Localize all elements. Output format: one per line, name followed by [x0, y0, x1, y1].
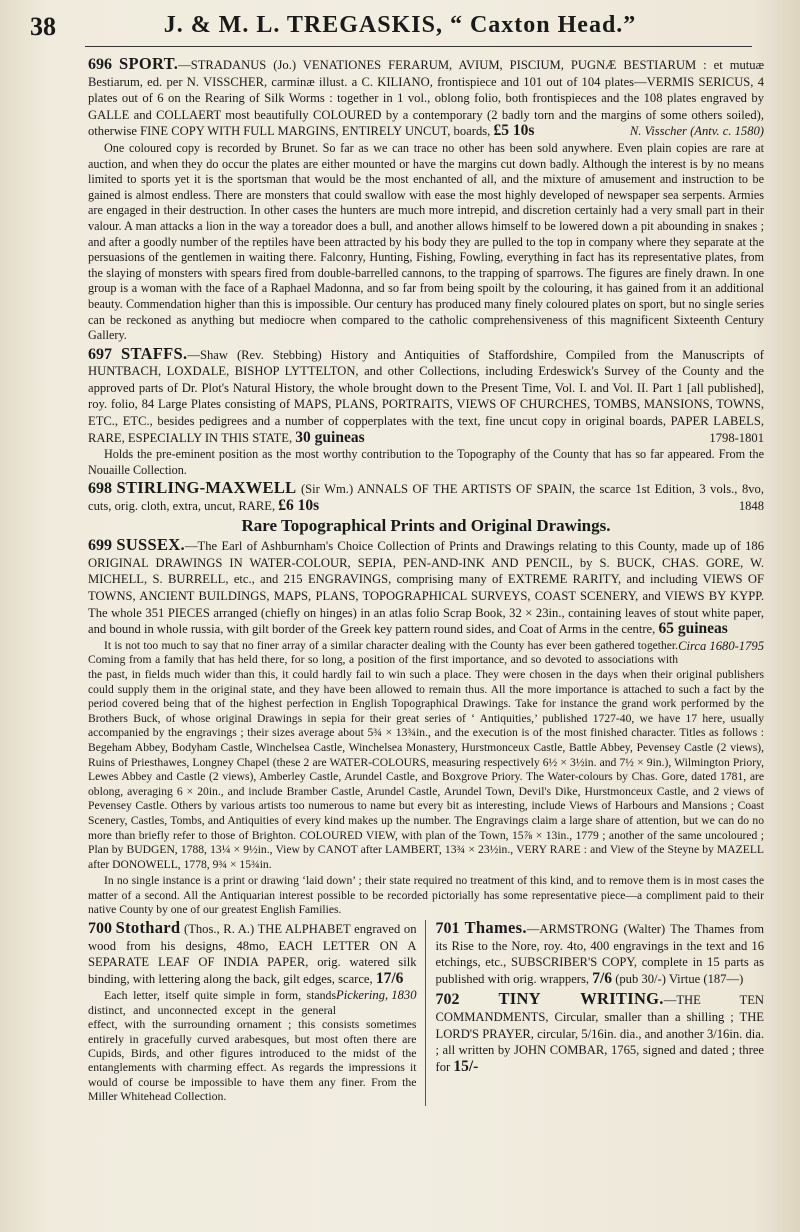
- entry-imprint: Pickering, 1830: [336, 988, 417, 1003]
- entry-date: 1848: [738, 499, 764, 514]
- right-column: [425, 920, 765, 1106]
- entry-title: Stothard: [115, 918, 181, 938]
- entry-price: 7/6: [592, 969, 613, 987]
- entry-body: —The Earl of Ashburnham's Choice Collection of Prints and Drawings relating to this County, made up of 186 ORIGINAL DRAWINGS IN WATER-COLOUR, SEPIA, PEN-AND-INK AND PENCIL, by S. BUCK, CHAS. GORE, W. MICHELL, S. BURRELL, etc., and 215 ENGRAVINGS, comprising many of EXTREME RARITY, and including VIEWS OF TOWNS, ANCIENT BUILDINGS, MAPS, PLANS, TOPOGRAPHICAL SURVEYS, COAST SCENERY, and VIEWS BY KYPP. The whole 351 PIECES arranged (chiefly on hinges) in an atlas folio Scrap Book, 32 × 23in., containing leaves of stout white paper, and bound in whole russia, with gilt border of the Greek key pattern round sides, and Coat of Arms in the centre,: [88, 539, 764, 637]
- catalogue-entry-699: [88, 535, 764, 653]
- catalogue-entry-702: [436, 991, 765, 1075]
- page-header: [30, 10, 770, 44]
- left-column: [88, 920, 425, 1106]
- entry-number: 702: [435, 991, 460, 1009]
- entry-note: Holds the pre-eminent position as the most worthy contribution to the Topography of the County that has so far appeared. From the Nouaille Collection.: [88, 447, 764, 477]
- entry-note: One coloured copy is recorded by Brunet. So far as we can trace no other has been sold anywhere. Even plain copies are rare at auction, and when they do occur the plates are either mounted or have the margins cut down badly. Although the interest is by no means limited to sports yet it is the sportsman that would be the most enchanted of all, and the mixture of amusement and instruction to be gained is almost endless. There are monsters that could swallow with ease the most highly developed of newspaper sea serpents. Armies are engaged in their destruction. In other cases the hunters are much more intrepid, and discretion certainly had a very small part in their valour. A man attacks a lion in the way a toreador does a bull, and another allows himself to be lowered down a pit abounding in snakes ; and after a goodly number of the reptiles have been attracted by his body they are pulled to the top in company where they separate at the persuasions of the gentlemen in waiting there. Falconry, Hunting, Fishing, Fowling, everything in fact has its representative plates, from the slaying of monsters with spears fired from double-barrelled cannons, to the trapping of sparrows. The figures are finely drawn. In one group is a woman with the face of a Raphael Madonna, and so far from being spoilt by the colouring, it has gained from it an additional beauty. Commendation higher than this is impossible. Our century has produced many finely coloured plates on sport, but no single series can be reckoned as anything but mediocre when compared to the catholic comprehensiveness of this magnificent Sixteenth Century Gallery.: [88, 140, 764, 343]
- running-title: J. & M. L. TREGASKIS, “ Caxton Head.”: [163, 12, 637, 38]
- entry-body: —STRADANUS (Jo.) VENATIONES FERARUM, AVIUM, PISCIUM, PUGNÆ BESTIARUM : et mutuæ Bestiarum, ed. per N. VISSCHER, carminæ illust. a C. KILIANO, frontispiece and 101 out of 104 plates—VERMIS SERICUS, 4 plates out of 6 on the Rearing of Silk Worms : together in 1 vol., oblong folio, both frontispieces and the 108 plates engraved by GALLE and COLLAERT most beautifully COLOURED by a contemporary (2 badly torn and the margins of some others soiled), otherwise FINE COPY WITH FULL MARGINS, ENTIRELY UNCUT, boards,: [88, 58, 764, 139]
- entry-body: —ARMSTRONG (Walter) The Thames from its Rise to the Nore, roy. 4to, 400 engravings in the text and 16 etchings, etc., SUBSCRIBER'S COPY, complete in 15 parts as published with orig. wrappers,: [435, 922, 764, 986]
- catalogue-text: [88, 56, 764, 1106]
- catalogue-entry-698: [88, 480, 764, 514]
- entry-price: £6 10s: [278, 497, 320, 515]
- section-heading: Rare Topographical Prints and Original Drawings.: [241, 515, 611, 535]
- header-rule: [85, 46, 752, 47]
- entry-number: 698: [88, 480, 112, 498]
- entry-number: 701: [435, 920, 460, 938]
- entry-date: Circa 1680-1795: [678, 638, 764, 653]
- entry-title: STIRLING-MAXWELL: [116, 478, 297, 498]
- page-number: 38: [30, 12, 56, 41]
- catalogue-entry-700: [88, 918, 417, 1003]
- entry-price: 30 guineas: [295, 428, 365, 446]
- entry-number: 699: [88, 537, 112, 555]
- entry-note: It is not too much to say that no finer array of a similar character dealing with the County has ever been gathered together. Coming from a family that has held there, for so long, a position of the first importance, and so devoted to associations with the past, in fields much wider than this, it could hardly fail to win such a place. They were chosen in the days when their original publishers could supply them in the original state, and they have been allowed to remain thus. All the more importance is attached to such a fact by the period covered being that of the highest perfection in English Topographical Drawings. Take for instance the grand work performed by the Brothers Buck, of whose original Drawings in sepia for their great series of ‘ Antiquities,’ published 1727-40, we have 17 here, usually accompanied by the engravings ; their sizes average about 5¾ × 13¾in., and the execution is of the most finished character. Titles as follows : Begeham Abbey, Bodyham Castle, Winchelsea Castle, Winchelsea Monastery, Hurstmonceux Castle, Battle Abbey, Pevensey Castle (2 views), Ruins of Priesthawes, Longney Chapel (these 2 are WATER-COLOURS, measuring respectively 6½ × 3½in. and 7½ × 9in.), Wilmington Priory, Lewes Abbey and Castle (2 views), Amberley Castle, Arundel Castle, and Boxgrove Priory. The Water-colours by Chas. Gore, dated 1781, are oblong, averaging 6 × 20in., and include Bramber Castle, Arundel Castle, Arundel Town, Devil's Dike, Hurstmonceux Castle, and 2 views of Pevensey Castle. Others by various artists too numerous to name but every bit as interesting, include Views of Harbours and Mansions ; Coast Scenery, Castles, Tombs, and Antiquities of every kind makes up the number. The Engravings claim a large share of attention, but we can do no more than briefly refer to those of Brighton. COLOURED VIEW, with plan of the Town, 15⅞ × 13in., 1779 ; another of the same uncoloured ; Plan by BUDGEN, 1788, 13¼ × 9½in., View by CANOT after LAMBERT, 13¾ × 23½in., VERY RARE : and View of the Steyne by MAZELL after DONOWELL, 1778, 9¾ × 15¾in.: [88, 638, 764, 871]
- entry-number: 696: [88, 56, 112, 73]
- entry-number: 700: [88, 920, 112, 938]
- entry-title: TINY WRITING.: [498, 989, 664, 1009]
- catalogue-entry-696: [88, 56, 764, 140]
- entry-body: —Shaw (Rev. Stebbing) History and Antiquities of Staffordshire, Compiled from the Manuscripts of HUNTBACH, LOXDALE, BISHOP LYTTELTON, and other Collections, including Erdeswick's Survey of the County and the approved parts of Dr. Plot's Natural History, the whole brought down to the Present Time, Vol. I. and Vol. II. Part 1 [all published], roy. folio, 84 Large Plates consisting of MAPS, PLANS, PORTRAITS, VIEWS OF CHURCHES, TOMBS, MANSIONS, TOWNS, ETC., ETC., besides pedigrees and a number of copperplates with the text, fine uncut copy in original boards, PAPER LABELS, RARE, ESPECIALLY IN THIS STATE,: [88, 347, 764, 445]
- entry-body: (Thos., R. A.) THE ALPHABET engraved on wood from his designs, 48mo, EACH LETTER ON A SEPARATE LEAF OF INDIA PAPER, orig. watered silk binding, with lettering along the back, gilt edges, scarce,: [88, 922, 417, 986]
- catalogue-entry-701: [436, 920, 765, 987]
- catalogue-entry-697: [88, 343, 764, 447]
- entry-date: 1798-1801: [709, 430, 764, 445]
- entry-price: £5 10s: [493, 122, 535, 140]
- entry-imprint: N. Visscher (Antv. c. 1580): [629, 124, 764, 139]
- entry-title: SUSSEX.: [116, 535, 185, 555]
- entry-body: (Sir Wm.) ANNALS OF THE ARTISTS OF SPAIN, the scarce 1st Edition, 3 vols., 8vo, cuts, orig. cloth, extra, uncut, RARE,: [88, 482, 764, 514]
- entry-title: SPORT.: [119, 54, 179, 73]
- entry-title: STAFFS.: [120, 343, 188, 363]
- entry-price: 65 guineas: [658, 620, 728, 638]
- two-column-section: [88, 920, 764, 1106]
- entry-number: 697: [88, 345, 112, 363]
- entry-note-2: In no single instance is a print or drawing ‘laid down’ ; their state required no treatment of this kind, and to remove them is in most cases the matter of a second. All the Antiquarian interest possible to be recorded pictorially has some representative piece—a compliment paid to their native County by one of our greatest English Families.: [88, 874, 764, 917]
- entry-tail: (pub 30/-) Virtue (187—): [615, 971, 744, 986]
- entry-price: 17/6: [375, 969, 404, 987]
- entry-note: Each letter, itself quite simple in form, stands distinct, and unconnected except in the general effect, with the surrounding ornament ; this consists sometimes entirely in gracefully curved arabesques, but most often there are Cupids, Birds, and other figures introduced to the midst of the entanglements with charming effect. As regards the impressions it would of course be impossible to have them any finer. From the Miller Whitehead Collection.: [88, 988, 417, 1104]
- entry-body: —THE TEN COMMANDMENTS, Circular, smaller than a shilling ; THE LORD'S PRAYER, circular, 5/16in. dia., and another 3/16in. dia. ; all written by JOHN COMBAR, 1765, signed and dated ; three for: [435, 993, 764, 1074]
- entry-title: Thames.: [464, 918, 527, 938]
- entry-price: 15/-: [453, 1057, 479, 1075]
